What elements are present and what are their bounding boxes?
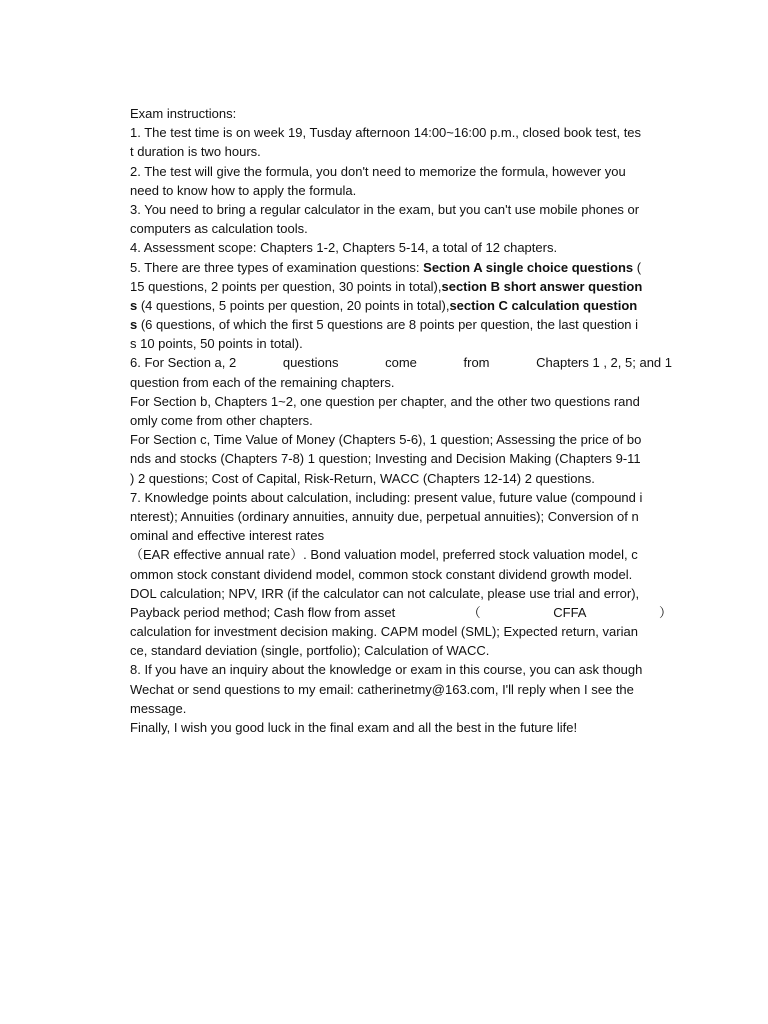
text-fragment: Chapters 1 , 2, 5; and 1	[536, 355, 672, 371]
section-a-label: Section A single choice questions	[423, 259, 634, 275]
text-line: computers as calculation tools.	[130, 221, 308, 237]
text-fragment: 6. For Section a, 2	[130, 355, 237, 371]
text-line: calculation for investment decision making. CAPM model (SML); Expected return, varian	[130, 624, 638, 640]
section-b-label: section B short answer question	[441, 278, 643, 294]
text-line: ominal and effective interest rates	[130, 528, 325, 544]
text-line: Finally, I wish you good luck in the final exam and all the best in the future life!	[130, 720, 578, 735]
text-line	[130, 296, 672, 315]
text-fragment: ）	[658, 604, 672, 620]
text-line: s 10 points, 50 points in total).	[130, 336, 303, 352]
text-line	[130, 277, 672, 296]
text-line: nds and stocks (Chapters 7-8) 1 question; Investing and Decision Making (Chapters 9-11	[130, 451, 641, 467]
section-c-label: section C calculation question	[449, 297, 638, 313]
text-fragment: (	[633, 259, 642, 275]
text-line: 4. Assessment scope: Chapters 1-2, Chapters 5-14, a total of 12 chapters.	[130, 240, 558, 256]
text-fragment: from	[463, 355, 490, 371]
text-fragment: questions	[282, 355, 339, 371]
text-fragment: CFFA	[553, 604, 587, 620]
exam-instructions-text	[130, 104, 672, 737]
text-line: （EAR effective annual rate）. Bond valuation model, preferred stock valuation model, c	[130, 547, 638, 563]
text-line: Wechat or send questions to my email: catherinetmy@163.com, I'll reply when I see the	[130, 681, 634, 697]
text-fragment: Payback period method; Cash flow from asset	[130, 604, 396, 620]
text-line: omly come from other chapters.	[130, 413, 313, 428]
text-line: ommon stock constant dividend model, common stock constant dividend growth model.	[130, 566, 633, 582]
text-line: For Section b, Chapters 1~2, one question per chapter, and the other two questions rand	[130, 393, 640, 409]
text-fragment: 5. There are three types of examination questions:	[130, 259, 424, 275]
text-fragment: come	[385, 355, 417, 371]
text-line: For Section c, Time Value of Money (Chapters 5-6), 1 question; Assessing the price of bo	[130, 432, 642, 448]
text-line	[130, 603, 672, 622]
text-line: need to know how to apply the formula.	[130, 182, 357, 198]
text-fragment: (4 questions, 5 points per question, 20 points in total),	[137, 297, 450, 313]
text-line: ) 2 questions; Cost of Capital, Risk-Return, WACC (Chapters 12-14) 2 questions.	[130, 470, 595, 486]
text-fragment: (6 questions, of which the first 5 questions are 8 points per question, the last question i	[137, 317, 639, 333]
text-line: t duration is two hours.	[130, 144, 261, 160]
text-line: 2. The test will give the formula, you don't need to memorize the formula, however you	[130, 163, 626, 179]
section-b-label-end: s	[130, 297, 138, 313]
text-line	[130, 353, 672, 372]
text-line: question from each of the remaining chapters.	[130, 374, 395, 390]
text-fragment: 15 questions, 2 points per question, 30 points in total),	[130, 278, 442, 294]
text-line: DOL calculation; NPV, IRR (if the calculator can not calculate, please use trial and error),	[130, 585, 640, 601]
heading: Exam instructions:	[130, 106, 237, 121]
text-line: message.	[130, 700, 187, 716]
text-line: 1. The test time is on week 19, Tusday afternoon 14:00~16:00 p.m., closed book test, tes	[130, 125, 642, 141]
text-fragment: （	[467, 604, 481, 620]
text-line: ce, standard deviation (single, portfolio); Calculation of WACC.	[130, 643, 490, 659]
text-line: 3. You need to bring a regular calculator in the exam, but you can't use mobile phones or	[130, 201, 640, 217]
text-line	[130, 258, 672, 277]
text-line: 8. If you have an inquiry about the knowledge or exam in this course, you can ask though	[130, 662, 643, 678]
text-line: 7. Knowledge points about calculation, including: present value, future value (compound i	[130, 489, 643, 505]
section-c-label-end: s	[130, 317, 138, 333]
text-line: nterest); Annuities (ordinary annuities, annuity due, perpetual annuities); Conversion of n	[130, 508, 639, 524]
text-line	[130, 315, 672, 334]
